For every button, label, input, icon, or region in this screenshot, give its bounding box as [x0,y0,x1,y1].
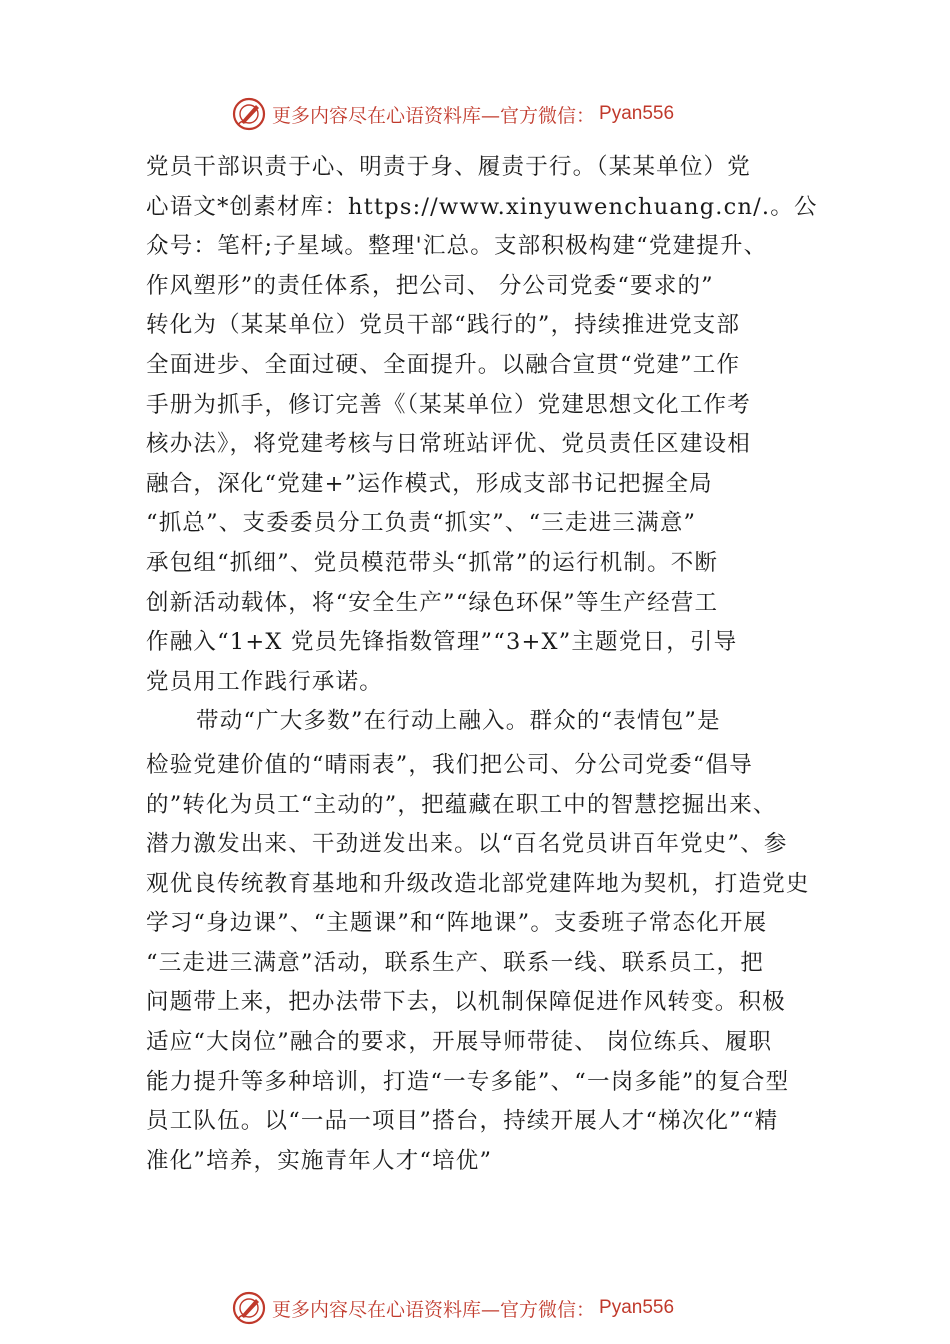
text-line: 的”转化为员工“主动的”，把蕴藏在职工中的智慧挖掘出来、 [146,791,777,818]
text-line: 潜力激发出来、干劲迸发出来。以“百名党员讲百年党史”、参 [146,831,788,858]
text-line: 检验党建价值的“晴雨表”，我们把公司、分公司党委“倡导 [146,751,753,778]
text-line: 心语文*创素材库：https://www.xinyuwenchuang.cn/.。公 [146,193,818,220]
document-body [146,148,836,1181]
text-line: 承包组“抓细”、党员模范带头“抓常”的运行机制。不断 [146,549,719,576]
text-line: 准化”培养，实施青年人才“培优” [146,1147,493,1174]
seal-logo-icon [232,1291,266,1325]
watermark-text: 更多内容尽在心语资料库—官方微信： [272,104,596,127]
text-line: 转化为（某某单位）党员干部“践行的”，持续推进党支部 [146,312,741,339]
text-line: 党员用工作践行承诺。 [146,668,384,695]
text-line: 党员干部识责于心、明责于身、履责于行。（某某单位）党 [146,154,751,180]
text-line: 手册为抓手，修订完善《（某某单位）党建思想文化工作考 [146,391,751,418]
text-line: 众号：笔杆;子星域。整理'汇总。支部积极构建“党建提升、 [146,233,768,260]
text-line: 观优良传统教育基地和升级改造北部党建阵地为契机，打造党史 [146,870,810,897]
text-line: 适应“大岗位”融合的要求，开展导师带徒、 岗位练兵、履职 [146,1029,773,1056]
text-line: 员工队伍。以“一品一项目”搭台，持续开展人才“梯次化”“精 [146,1108,779,1135]
watermark-banner-top [232,96,752,132]
text-line: 全面进步、全面过硬、全面提升。以融合宣贯“党建”工作 [146,351,741,378]
text-line: 学习“身边课”、“主题课”和“阵地课”。支委班子常态化开展 [146,910,768,937]
text-line: “三走进三满意”活动，联系生产、联系一线、联系员工，把 [146,949,764,976]
watermark-wechat-id: Pyan556 [599,103,675,124]
watermark-wechat-id: Pyan556 [599,1297,675,1318]
paragraph-start-line: 带动“广大多数”在行动上融入。群众的“表情包”是 [196,708,721,735]
text-line: “抓总”、支委委员分工负责“抓实”、“三走进三满意” [146,510,697,537]
seal-logo-icon [232,97,266,131]
text-line: 能力提升等多种培训，打造“一专多能”、“一岗多能”的复合型 [146,1068,790,1095]
watermark-banner-bottom [232,1290,752,1326]
watermark-text: 更多内容尽在心语资料库—官方微信： [272,1298,596,1321]
text-line: 问题带上来，把办法带下去，以机制保障促进作风转变。积极 [146,989,786,1016]
text-line: 作风塑形”的责任体系，把公司、 分公司党委“要求的” [146,272,714,299]
text-line: 核办法》，将党建考核与日常班站评优、党员责任区建设相 [146,431,751,458]
text-line: 融合，深化“党建+”运作模式，形成支部书记把握全局 [146,470,713,497]
text-line: 创新活动载体，将“安全生产”“绿色环保”等生产经营工 [146,589,719,616]
text-line: 作融入“1+X 党员先锋指数管理”“3+X”主题党日，引导 [146,629,738,656]
